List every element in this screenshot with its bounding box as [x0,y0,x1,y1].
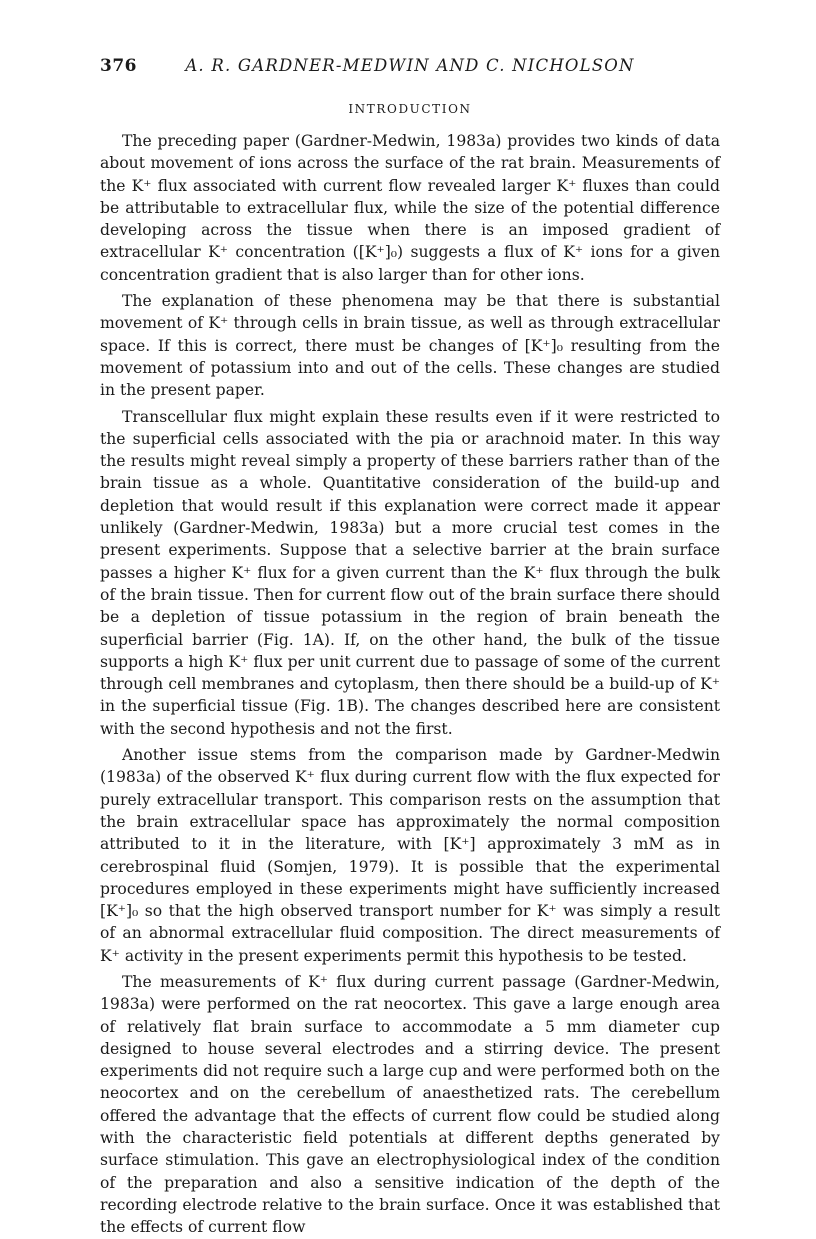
paragraph-3 [100,406,720,740]
section-heading-introduction: INTRODUCTION [348,102,472,116]
paragraph-text: The explanation of these phenomena may be that there is substantial movement of K⁺ through cells in brain tissue, as well as through extracellular space. If this is correct, there must be changes of [K⁺]₀ resulting from the movement of potassium into and out of the cells. These changes are studied in the present paper. [100,292,720,400]
running-head-authors: A. R. GARDNER-MEDWIN AND C. NICHOLSON [185,56,635,75]
paragraph-text: The measurements of K⁺ flux during current passage (Gardner-Medwin, 1983a) were performed on the rat neocortex. This gave a large enough area of relatively flat brain surface to accommodate a 5 mm diameter cup designed to house several electrodes and a stirring device. The present experiments did not require such a large cup and were performed both on the neocortex and on the cerebellum of anaesthetized rats. The cerebellum offered the advantage that the effects of current flow could be studied along with the characteristic field potentials at different depths generated by surface stimulation. This gave an electrophysiological index of the condition of the preparation and also a sensitive indication of the depth of the recording electrode relative to the brain surface. Once it was established that the effects of current flow [100,972,720,1237]
body-text [100,130,720,1239]
page-number: 376 [100,56,137,76]
paragraph-4 [100,744,720,967]
paragraph-2 [100,290,720,401]
paragraph-1 [100,130,720,286]
paragraph-5 [100,971,720,1239]
paragraph-text: Another issue stems from the comparison made by Gardner-Medwin (1983a) of the observed K⁺ flux during current flow with the flux expected for purely extracellular transport. This comparison rests on the assumption that the brain extracellular space has approximately the normal composition attributed to it in the literature, with [K⁺] approximately 3 mM as in cerebrospinal fluid (Somjen, 1979). It is possible that the experimental procedures employed in these experiments might have sufficiently increased [K⁺]₀ so that the high observed transport number for K⁺ was simply a result of an abnormal extracellular fluid composition. The direct measurements of K⁺ activity in the present experiments permit this hypothesis to be tested. [100,746,720,965]
page-header [100,56,720,82]
paragraph-text: The preceding paper (Gardner-Medwin, 1983a) provides two kinds of data about movement of ions across the surface of the rat brain. Measurements of the K⁺ flux associated with current flow revealed larger K⁺ fluxes than could be attributable to extracellular flux, while the size of the potential difference developing across the tissue when there is an imposed gradient of extracellular K⁺ concentration ([K⁺]₀) suggests a flux of K⁺ ions for a given concentration gradient that is also larger than for other ions. [100,132,720,284]
paragraph-text: Transcellular flux might explain these results even if it were restricted to the superficial cells associated with the pia or arachnoid mater. In this way the results might reveal simply a property of these barriers rather than of the brain tissue as a whole. Quantitative consideration of the build-up and depletion that would result if this explanation were correct made it appear unlikely (Gardner-Medwin, 1983a) but a more crucial test comes in the present experiments. Suppose that a selective barrier at the brain surface passes a higher K⁺ flux for a given current than the K⁺ flux through the bulk of the brain tissue. Then for current flow out of the brain surface there should be a depletion of tissue potassium in the region of brain beneath the superficial barrier (Fig. 1A). If, on the other hand, the bulk of the tissue supports a high K⁺ flux per unit current due to passage of some of the current through cell membranes and cytoplasm, then there should be a build-up of K⁺ in the superficial tissue (Fig. 1B). The changes described here are consistent with the second hypothesis and not the first. [100,407,720,738]
